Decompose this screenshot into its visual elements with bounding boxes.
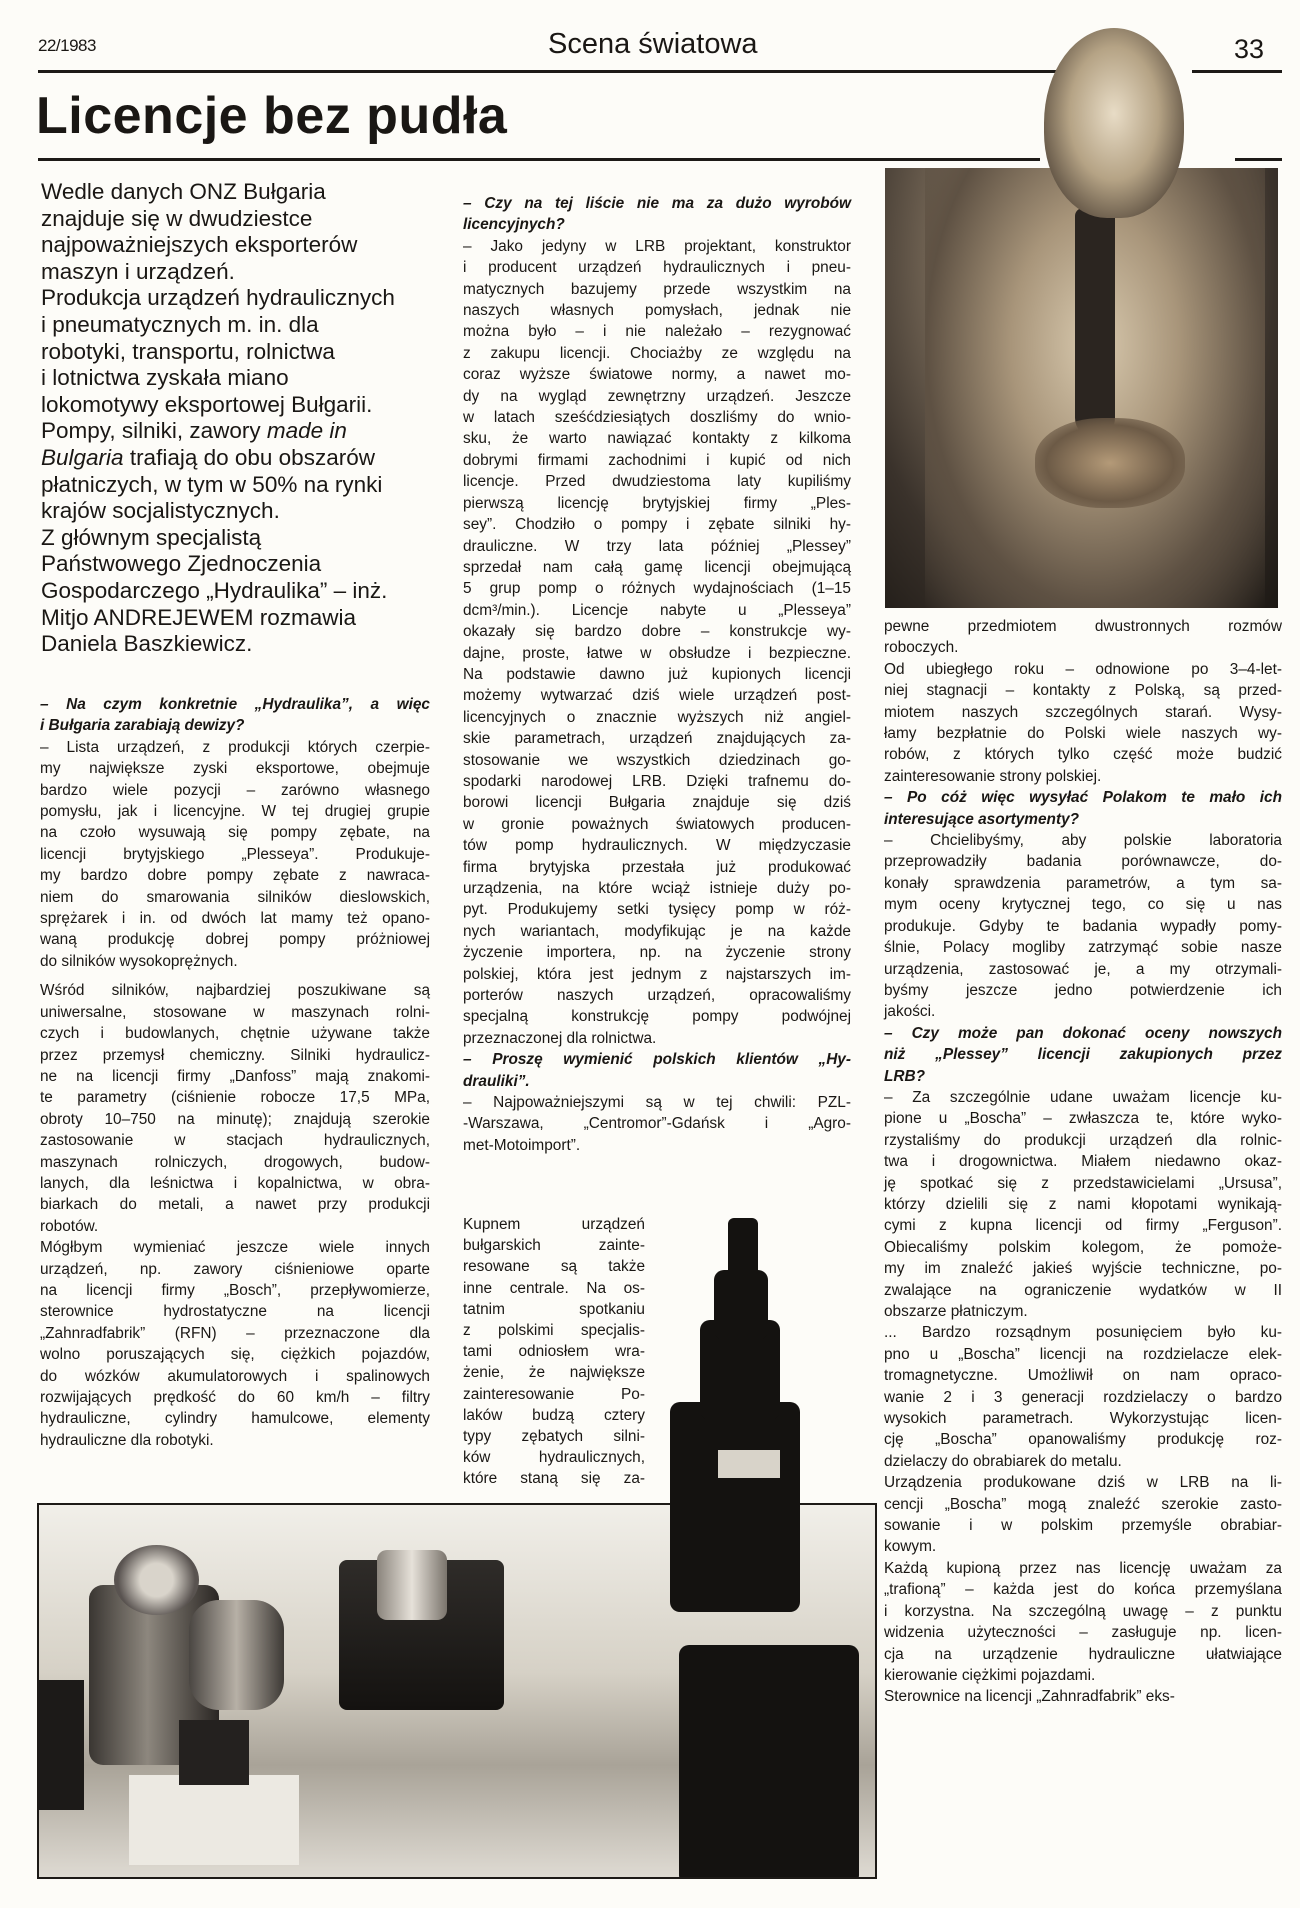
answer-line: urządzenia, zastosować je, a my otrzymali- xyxy=(884,960,1282,978)
answer-line: wanie 2 i 3 generacji rozdzielaczy o bardzo xyxy=(884,1388,1282,1406)
question-line: – Czy może pan dokonać oceny nowszych xyxy=(884,1024,1282,1042)
answer-line: Obiecaliśmy polskim kolegom, że pomoże- xyxy=(884,1238,1282,1256)
answer-line: konały sprawdzenia parametrów, a tym sa- xyxy=(884,874,1282,892)
answer-line: kowym. xyxy=(884,1538,937,1556)
answer-line: dajne, proste, łatwe w obsłudze i bezpieczne. xyxy=(463,644,851,662)
answer-line: przeprowadziły badania porównawcze, do- xyxy=(884,853,1282,871)
answer-line: dobrymi firmami zachodnimi i kupić od nich xyxy=(463,451,851,469)
valve-cube-port xyxy=(377,1550,447,1620)
answer-line: do wózków akumulatorowych i spalinowych xyxy=(40,1367,430,1385)
answer-line: w latach sześćdziesiątych doszliśmy do wnio- xyxy=(463,409,851,427)
answer-line: – Lista urządzeń, z produkcji których czerpie- xyxy=(40,738,430,756)
answer-line: i producent urządzeń hydraulicznych i pneu- xyxy=(463,259,851,277)
answer-line: pno u „Boscha” licencji na rozdzielacze elek- xyxy=(884,1345,1282,1363)
valve-port-left xyxy=(114,1545,199,1615)
answer-line: typy zębatych silni- xyxy=(463,1428,645,1446)
answer-line: robotów. xyxy=(40,1217,99,1235)
answer-line: roboczych. xyxy=(884,639,959,657)
answer-line: Mógłbym wymieniać jeszcze wiele innych xyxy=(40,1239,430,1257)
answer-line: pomysłu, jak i licencyjne. W tej drugiej grupie xyxy=(40,803,430,821)
answer-line: pione u „Boscha” – zwłaszcza te, które wyko- xyxy=(884,1110,1282,1128)
answer-line: w gronie poważnych światowych producen- xyxy=(463,815,851,833)
valve-connector xyxy=(179,1720,249,1785)
answer-line: obszarze płatniczym. xyxy=(884,1303,1028,1320)
answer-line: waną produkcję dobrej pompy próżniowej xyxy=(40,931,430,949)
answer-line: Od ubiegłego roku – odnowione po 3–4-let- xyxy=(884,660,1282,678)
answer-line: te parametry (ciśnienie robocze 17,5 MPa, xyxy=(40,1089,430,1107)
lead-line: Mitjo ANDREJEWEM rozmawia xyxy=(41,604,357,630)
answer-line: urządzenia, na które wciąż istnieje duży po- xyxy=(463,880,851,897)
answer-line: specjalną konstrukcję pompy podwójnej xyxy=(463,1008,851,1026)
header-rule-right xyxy=(1192,70,1282,73)
answer-line: mym oceny krytycznej tego, co się u nas xyxy=(884,896,1282,914)
valve-small-block xyxy=(39,1680,84,1810)
answer-line: bułgarskich zainte- xyxy=(463,1237,645,1255)
answer-line: uniwersalne, stosowane w maszynach rolni- xyxy=(40,1003,430,1021)
answer-line: rozwijających prędkość do 60 km/h – filtry xyxy=(40,1389,430,1406)
answer-line: życzenie importera, np. na życzenie strony xyxy=(463,944,851,962)
answer-line: dcm³/min.). Licencje nabyte u „Plesseya” xyxy=(463,601,851,619)
answer-line: 5 grup pomp o różnych wydajnościach (1–15 xyxy=(463,580,851,598)
answer-line: – Najpoważniejszymi są w tej chwili: PZL- xyxy=(463,1094,851,1112)
lead-line: Państwowego Zjednoczenia xyxy=(41,551,322,577)
answer-line: żenie, że największe xyxy=(463,1364,645,1382)
answer-line: sprzedał nam całą gamę licencji obejmującą xyxy=(463,558,851,576)
answer-line: resowane są także xyxy=(463,1258,645,1276)
lead-italic: made in xyxy=(266,418,347,444)
answer-line: drauliczne. W trzy lata później „Plessey” xyxy=(463,537,851,555)
lead-text: Pompy, silniki, zawory xyxy=(41,418,267,444)
answer-line: można było – i nie należało – rezygnować xyxy=(463,323,851,341)
answer-line: laków budzą cztery xyxy=(463,1406,645,1424)
column-right xyxy=(884,616,1282,1708)
answer-line: miotem naszych szczególnych starań. Wysy- xyxy=(884,703,1282,721)
paragraph-gap xyxy=(40,972,430,980)
answer-line: niej stagnacji – kontakty z Polską, są przed- xyxy=(884,682,1282,700)
answer-line: na licencji firmy „Bosch”, przepływomierze, xyxy=(40,1281,430,1299)
answer-line: matycznych bazujemy przede wszystkim na xyxy=(463,280,851,298)
answer-line: wysokich parametrach. Wykorzystując licen- xyxy=(884,1410,1282,1428)
answer-line: maszynach rolniczych, drogowych, budow- xyxy=(40,1153,430,1171)
answer-line: tromagnetyczne. Umożliwił on nam opraco- xyxy=(884,1367,1282,1385)
valve-cylinder-left xyxy=(189,1600,284,1710)
section-title: Scena światowa xyxy=(548,28,758,60)
answer-line: licencje. Przed dwudziestoma laty kupiliśmy xyxy=(463,473,851,491)
lead-line: Daniela Baszkiewicz. xyxy=(41,631,253,657)
issue-number: 22/1983 xyxy=(38,36,96,55)
valve-white-block xyxy=(129,1775,299,1865)
answer-line: sowanie i w polskim przemyśle obrabiar- xyxy=(884,1517,1282,1535)
answer-line: my największe zyski eksportowe, obejmuje xyxy=(40,760,430,778)
answer-line: do silników wysokoprężnych. xyxy=(40,952,238,970)
answer-line: cję „Boscha” opanowaliśmy produkcję roz- xyxy=(884,1431,1282,1449)
answer-line: przeznaczonej dla rolnictwa. xyxy=(463,1029,657,1047)
lead-line: Produkcja urządzeń hydraulicznych xyxy=(41,285,395,311)
answer-line: produkuje. Gdyby te badania wypadły pomy- xyxy=(884,917,1282,935)
answer-line: – Jako jedyny w LRB projektant, konstruktor xyxy=(463,237,851,255)
answer-line: bardzo wiele pozycji – zarówno własnego xyxy=(40,781,430,799)
answer-line: Na podstawie dawno już kupionych licencji xyxy=(463,665,851,683)
answer-line: Kupnem urządzeń xyxy=(463,1216,645,1233)
answer-line: urządzeń, np. zawory ciśnieniowe oparte xyxy=(40,1260,430,1278)
answer-line: czych i budowlanych, chętnie używane także xyxy=(40,1025,430,1043)
answer-line: zainteresowanie strony polskiej. xyxy=(884,767,1102,785)
lead-text: trafiają do obu obszarów xyxy=(123,444,375,470)
valve-base-right xyxy=(679,1645,859,1879)
question-line: interesujące asortymenty? xyxy=(884,810,1080,828)
answer-line: sku, że warto nawiązać kontakty z kilkoma xyxy=(463,430,851,448)
question-line: – Na czym konkretnie „Hydraulika”, a więc xyxy=(40,696,430,713)
answer-line: tatnim spotkaniu xyxy=(463,1300,645,1318)
answer-line: – Za szczególnie udane uważam licencje ku- xyxy=(884,1088,1282,1106)
answer-line: dy na wygląd zewnętrzny urządzeń. Jeszcze xyxy=(463,387,851,405)
answer-line: z zakupu licencji. Chociażby ze względu na xyxy=(463,344,851,362)
question-line: i Bułgaria zarabiają dewizy? xyxy=(40,717,245,735)
question-line: niż „Plessey” licencji zakupionych przez xyxy=(884,1046,1282,1064)
title-rule-right xyxy=(1235,158,1282,161)
page-number: 33 xyxy=(1234,34,1265,64)
answer-line: pierwszą licencję brytyjskiej firmy „Ples- xyxy=(463,494,851,512)
lead-line: i lotnictwa zyskała miano xyxy=(41,365,289,391)
tall-valve-top xyxy=(728,1218,758,1288)
answer-line: byśmy jeszcze jedno potwierdzenie ich xyxy=(884,981,1282,999)
answer-line: Każdą kupioną przez nas licencję uważam za xyxy=(884,1559,1282,1577)
answer-line: stosowanie we wszystkich dziedzinach go- xyxy=(463,751,851,769)
article-title: Licencje bez pudła xyxy=(36,87,508,145)
question-line: licencyjnych? xyxy=(463,216,565,234)
question-line: – Proszę wymienić polskich klientów „Hy- xyxy=(463,1051,851,1069)
tall-valve-label xyxy=(718,1450,780,1478)
answer-line: tów pomp hydraulicznych. W międzyczasie xyxy=(463,837,851,855)
answer-line: -Warszawa, „Centromor”-Gdańsk i „Agro- xyxy=(463,1115,851,1133)
answer-line: my im znaleźć jakieś wyjście techniczne, po- xyxy=(884,1260,1282,1278)
title-rule-left xyxy=(38,158,1040,161)
answer-line: my bardzo dobre pompy zębate z nawraca- xyxy=(40,867,430,885)
answer-line: zwalające na ograniczenie wydatków w II xyxy=(884,1281,1282,1299)
answer-line: ... Bardzo rozsądnym posunięciem było ku- xyxy=(884,1324,1282,1342)
answer-line: niem do smarowania silników dieslowskich, xyxy=(40,888,430,906)
lead-line: Z głównym specjalistą xyxy=(41,524,262,550)
column-middle xyxy=(463,193,851,1156)
answer-line: coraz wyższe światowe normy, a nawet mo- xyxy=(463,366,851,384)
lead-line: robotyki, transportu, rolnictwa xyxy=(41,338,335,364)
answer-line: „Zahnradfabrik” (RFN) – przeznaczone dla xyxy=(40,1324,430,1342)
answer-line: twa i drogownictwa. Miałem niedawno okaz- xyxy=(884,1153,1282,1171)
answer-line: kierowanie ciężkimi pojazdami. xyxy=(884,1666,1096,1684)
answer-line: na czoło wysuwają się pompy zębate, na xyxy=(40,824,430,842)
answer-line: obroty 10–750 na minutę); znajdują szerokie xyxy=(40,1110,430,1128)
answer-line: pyt. Produkujemy setki tysięcy pomp w róż- xyxy=(463,901,851,919)
question-line: LRB? xyxy=(884,1067,926,1085)
answer-line: możemy wytwarzać dziś wiele urządzeń post- xyxy=(463,687,851,705)
tall-valve-base xyxy=(670,1402,800,1612)
answer-line: spodarki narodowej LRB. Dzięki trafnemu do- xyxy=(463,772,851,790)
answer-line: Wśród silników, najbardziej poszukiwane są xyxy=(40,982,430,1000)
lead-italic: Bulgaria xyxy=(41,444,124,470)
article-lead xyxy=(41,179,446,658)
lead-line: lokomotywy eksportowej Bułgarii. xyxy=(41,391,373,417)
column-left xyxy=(40,694,430,1451)
answer-line: z polskimi specjalis- xyxy=(463,1322,645,1340)
answer-line: cymi z kupna licencji od firmy „Ferguson”. xyxy=(884,1217,1282,1235)
column-middle-narrow xyxy=(463,1214,645,1490)
lead-line xyxy=(41,418,446,445)
portrait-hands xyxy=(1035,418,1185,508)
portrait-tie xyxy=(1075,208,1115,438)
answer-line: firma brytyjska przestała już produkować xyxy=(463,858,851,876)
answer-line: skie parametrach, urządzeń znajdujących za- xyxy=(463,730,851,748)
answer-line: cencji „Boscha” mogą znaleźć szerokie zasto- xyxy=(884,1495,1282,1513)
answer-line: rzystaliśmy do produkcji urządzeń dla rolnic- xyxy=(884,1131,1282,1149)
answer-line: dzielaczy do obrabiarek do metalu. xyxy=(884,1452,1122,1470)
answer-line: borowi licencji Bułgaria znajduje się dziś xyxy=(463,794,851,812)
answer-line: inne centrale. Na os- xyxy=(463,1279,645,1297)
question-line: – Po cóż więc wysyłać Polakom te mało ich xyxy=(884,789,1282,807)
answer-line: widzenia użyteczności – zasługuje np. licen- xyxy=(884,1624,1282,1642)
answer-line: licencyjnych o znacznie wyższych niż angiel- xyxy=(463,708,851,726)
answer-line: licencji brytyjskiego „Plesseya”. Produkuje- xyxy=(40,845,430,863)
answer-line: i korzystna. Na szczególną uwagę – z punktu xyxy=(884,1602,1282,1620)
answer-line: – Chcielibyśmy, aby polskie laboratoria xyxy=(884,832,1282,850)
answer-line: sey”. Chodziło o pompy i zębate silniki hy- xyxy=(463,516,851,534)
answer-line: Sterownice na licencji „Zahnradfabrik” eks- xyxy=(884,1688,1175,1706)
answer-line: które staną się za- xyxy=(463,1470,645,1488)
answer-line: robów, z których tylko część może budzić xyxy=(884,746,1282,764)
answer-line: cja na urządzenie hydrauliczne ułatwiające xyxy=(884,1645,1282,1663)
answer-line: jakości. xyxy=(884,1003,936,1021)
answer-line: porterów naszych urządzeń, opracowaliśmy xyxy=(463,987,851,1005)
answer-line: ków hydraulicznych, xyxy=(463,1449,645,1467)
lead-line: najpoważniejszych eksporterów xyxy=(41,232,358,258)
interviewee-portrait-photo xyxy=(885,168,1278,608)
answer-line: wolno poruszających się, ciężkich pojazdów, xyxy=(40,1346,430,1364)
answer-line: łamy bezpłatnie do Polski wiele naszych wy- xyxy=(884,725,1282,743)
answer-line: polskiej, która jest jednym z najstarszych im- xyxy=(463,965,851,983)
lead-line: Wedle danych ONZ Bułgaria xyxy=(41,179,326,204)
answer-line: tami odniosłem wra- xyxy=(463,1343,645,1361)
answer-line: naszych własnych pomysłach, jednak nie xyxy=(463,302,851,320)
answer-line: pewne przedmiotem dwustronnych rozmów xyxy=(884,618,1282,635)
lead-line: maszyn i urządzeń. xyxy=(41,258,235,284)
answer-line: met-Motoimport”. xyxy=(463,1136,581,1154)
answer-line: nych wariantach, modyfikując je na każde xyxy=(463,922,851,940)
answer-line: okazały się bardzo dobre – konstrukcje wy- xyxy=(463,623,851,641)
answer-line: Urządzenia produkowane dziś w LRB na li- xyxy=(884,1474,1282,1492)
lead-line: krajów socjalistycznych. xyxy=(41,498,280,524)
lead-line xyxy=(41,445,446,472)
answer-line: „trafioną” – każda jest do końca przemyślana xyxy=(884,1581,1282,1599)
answer-line: hydrauliczne, cylindry hamulcowe, elementy xyxy=(40,1410,430,1428)
lead-line: Gospodarczego „Hydraulika” – inż. xyxy=(41,577,388,603)
answer-line: przez przemysł chemiczny. Silniki hydraulicz- xyxy=(40,1046,430,1064)
answer-line: ślnie, Polacy mogliby zatrzymąć sobie nasze xyxy=(884,939,1282,957)
answer-line: którzy dzielili się z nami kłopotami wynikają- xyxy=(884,1195,1282,1213)
answer-line: zastosowanie w stacjach hydraulicznych, xyxy=(40,1132,430,1150)
answer-line: ję spotkać się z przedstawicielami „Ursusa”, xyxy=(884,1174,1282,1192)
answer-line: biarkach do metali, a nawet przy produkcji xyxy=(40,1196,430,1214)
answer-line: zainteresowanie Po- xyxy=(463,1385,645,1403)
header-rule-left xyxy=(38,70,1088,73)
lead-line: znajduje się w dwudziestce xyxy=(41,205,313,231)
answer-line: sterownice hydrostatyczne na licencji xyxy=(40,1303,430,1321)
answer-line: hydrauliczne dla robotyki. xyxy=(40,1431,214,1449)
lead-line: i pneumatycznych m. in. dla xyxy=(41,311,319,337)
lead-line: płatniczych, w tym w 50% na rynki xyxy=(41,471,383,497)
answer-line: ne na licencji firmy „Danfoss” mają znakomi- xyxy=(40,1067,430,1085)
portrait-head xyxy=(1044,28,1184,218)
answer-line: lanych, dla leśnictwa i kopalnictwa, w obra- xyxy=(40,1174,430,1192)
question-line: – Czy na tej liście nie ma za dużo wyrobów xyxy=(463,195,851,212)
question-line: drauliki”. xyxy=(463,1072,530,1090)
answer-line: sprężarek i in. od dwóch lat mamy też opano- xyxy=(40,910,430,928)
